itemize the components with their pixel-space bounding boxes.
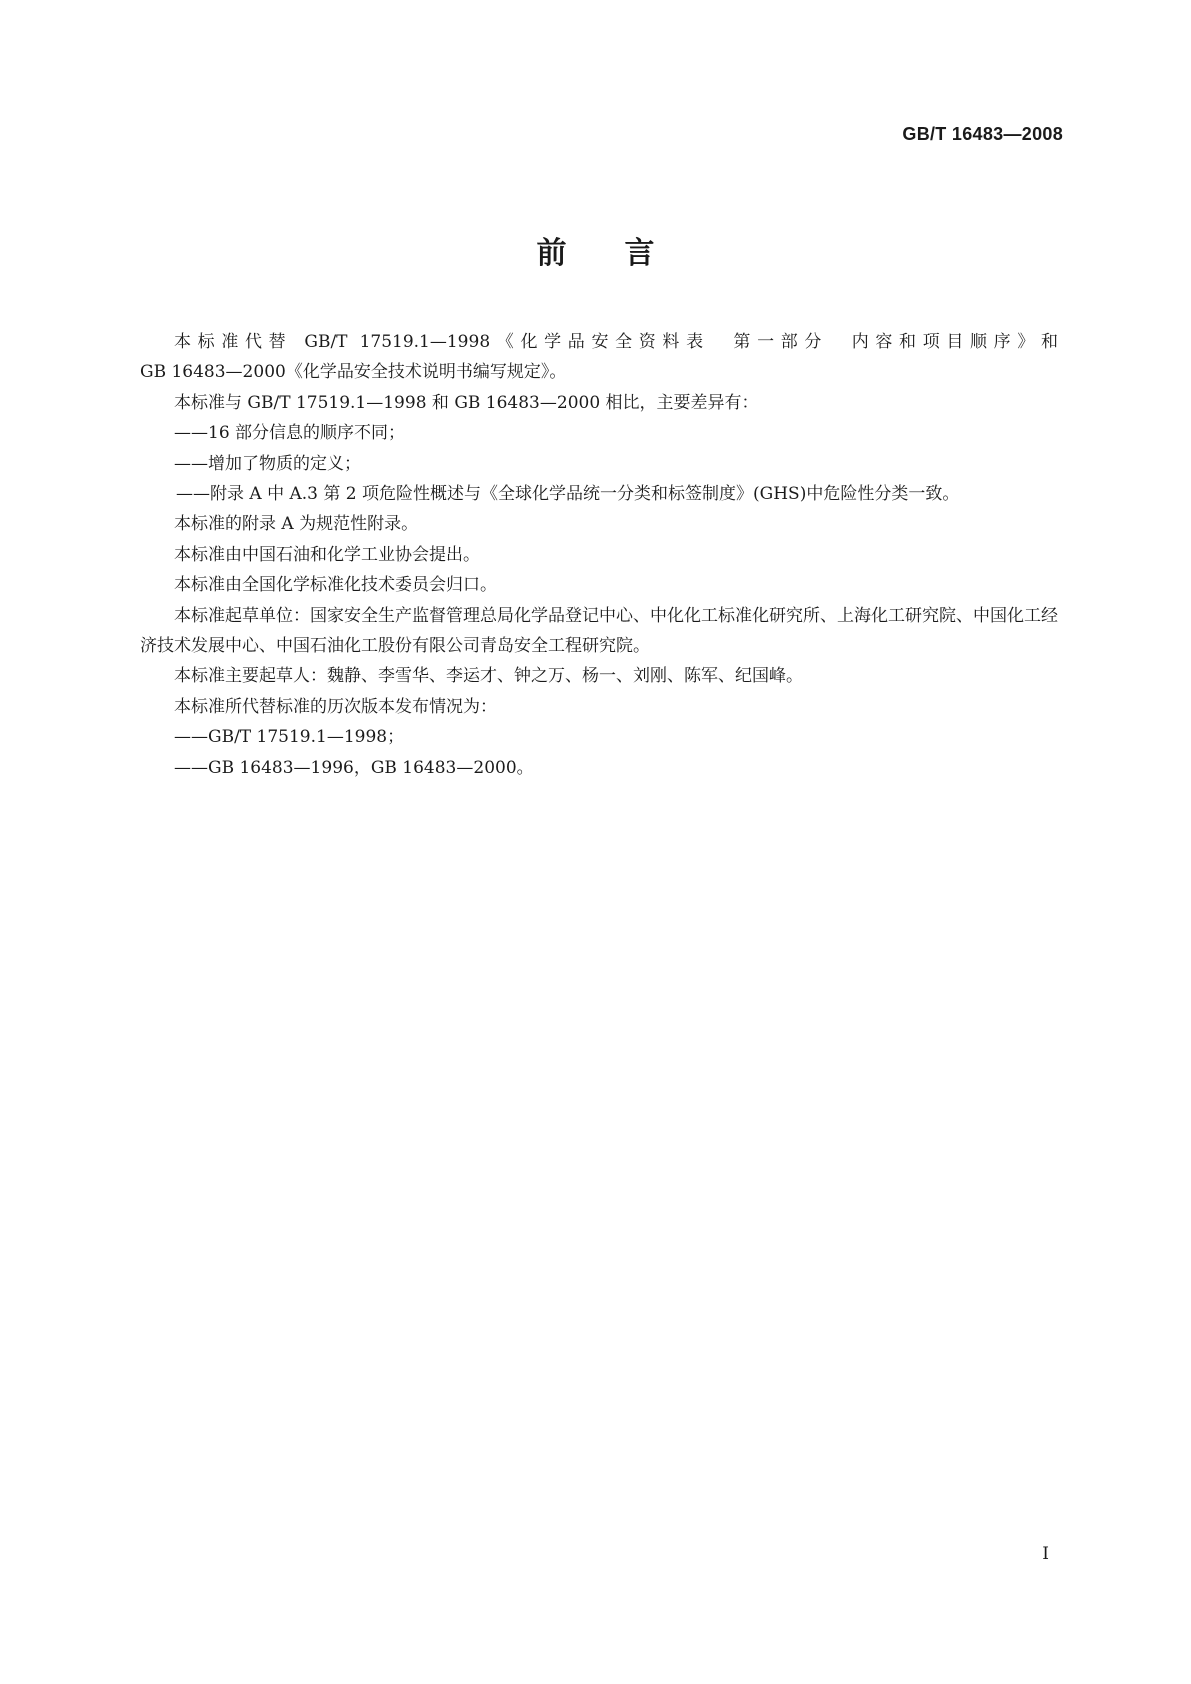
list-item-difference-2: ——增加了物质的定义； xyxy=(174,453,361,474)
list-item-difference-3-text: ——附录 A 中 A.3 第 2 项危险性概述与《全球化学品统一分类和标签制度》(GHS)中危险性分类一致。 xyxy=(176,484,960,505)
list-item-history-1: ——GB/T 17519.1—1998； xyxy=(174,727,405,748)
paragraph-drafting-units: 本标准起草单位：国家安全生产监督管理总局化学品登记中心、中化化工标准化研究所、上海化工研究院、中国化工经济技术发展中心、中国石油化工股份有限公司青岛安全工程研究院。 xyxy=(140,605,1058,657)
page-title: 前言 xyxy=(536,236,713,271)
standard-code: GB/T 16483—2008 xyxy=(902,124,1063,144)
paragraph-drafters: 本标准主要起草人：魏静、李雪华、李运才、钟之万、杨一、刘刚、陈军、纪国峰。 xyxy=(174,666,803,687)
paragraph-replaces-line1: 本标准代替 GB/T 17519.1—1998《化学品安全资料表 第一部分 内容和项目顺序》和 xyxy=(174,332,1058,352)
paragraph-annex: 本标准的附录 A 为规范性附录。 xyxy=(174,514,419,535)
paragraph-replaces-line2: GB 16483—2000《化学品安全技术说明书编写规定》。 xyxy=(140,362,567,383)
list-item-difference-3 xyxy=(140,479,1058,509)
paragraph-centralized-by: 本标准由全国化学标准化技术委员会归口。 xyxy=(174,575,497,596)
list-item-difference-1: ——16 部分信息的顺序不同； xyxy=(174,423,406,444)
page-number: I xyxy=(1042,1544,1049,1564)
list-item-history-2: ——GB 16483—1996，GB 16483—2000。 xyxy=(174,757,534,778)
paragraph-differences-intro: 本标准与 GB/T 17519.1—1998 和 GB 16483—2000 相比，主要差异有： xyxy=(174,392,759,413)
paragraph-history-intro: 本标准所代替标准的历次版本发布情况为： xyxy=(174,696,497,717)
foreword-body xyxy=(140,327,1058,783)
paragraph-proposed-by: 本标准由中国石油和化学工业协会提出。 xyxy=(174,544,480,565)
